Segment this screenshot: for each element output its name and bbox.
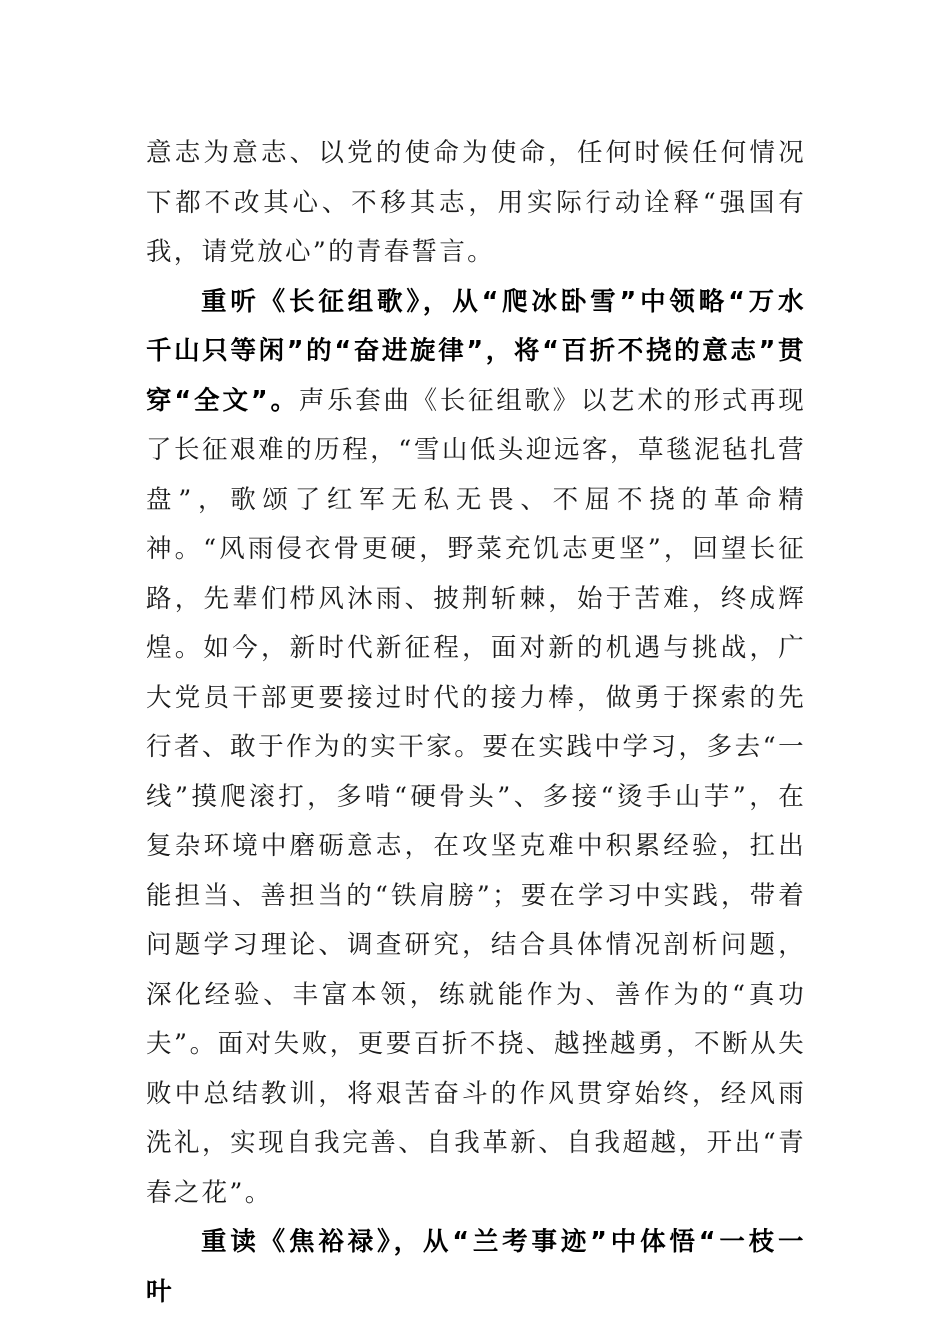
paragraph-text: 意志为意志、以党的使命为使命，任何时候任何情况下都不改其心、不移其志，用实际行动诠释“强国有我，请党放心”的青春誓言。	[146, 138, 806, 267]
paragraph-jiao-yulu	[146, 1218, 806, 1317]
paragraph-continuation	[146, 129, 806, 278]
paragraph-lead-sentence: 重读《焦裕禄》，从“兰考事迹”中体悟“一枝一叶	[146, 1227, 806, 1307]
paragraph-long-march-suite	[146, 278, 806, 1219]
document-body	[146, 129, 806, 1317]
paragraph-text: 声乐套曲《长征组歌》以艺术的形式再现了长征艰难的历程，“雪山低头迎远客，草毯泥毡扎营盘”，歌颂了红军无私无畏、不屈不挠的革命精神。“风雨侵衣骨更硬，野菜充饥志更坚”，回望长征路，先辈们栉风沐雨、披荆斩棘，始于苦难，终成辉煌。如今，新时代新征程，面对新的机遇与挑战，广大党员干部更要接过时代的接力棒，做勇于探索的先行者、敢于作为的实干家。要在实践中学习，多去“一线”摸爬滚打，多啃“硬骨头”、多接“烫手山芋”，在复杂环境中磨砺意志，在攻坚克难中积累经验，扛出能担当、善担当的“铁肩膀”；要在学习中实践，带着问题学习理论、调查研究，结合具体情况剖析问题，深化经验、丰富本领，练就能作为、善作为的“真功夫”。面对失败，更要百折不挠、越挫越勇，不断从失败中总结教训，将艰苦奋斗的作风贯穿始终，经风雨洗礼，实现自我完善、自我革新、自我超越，开出“青春之花”。	[146, 385, 806, 1208]
paragraph-lead-sentence: 重听《长征组歌》，从“爬冰卧雪”中领略“万水千山只等闲”的“奋进旋律”，将“百折不挠的意志”贯穿“全文”。	[146, 286, 806, 416]
